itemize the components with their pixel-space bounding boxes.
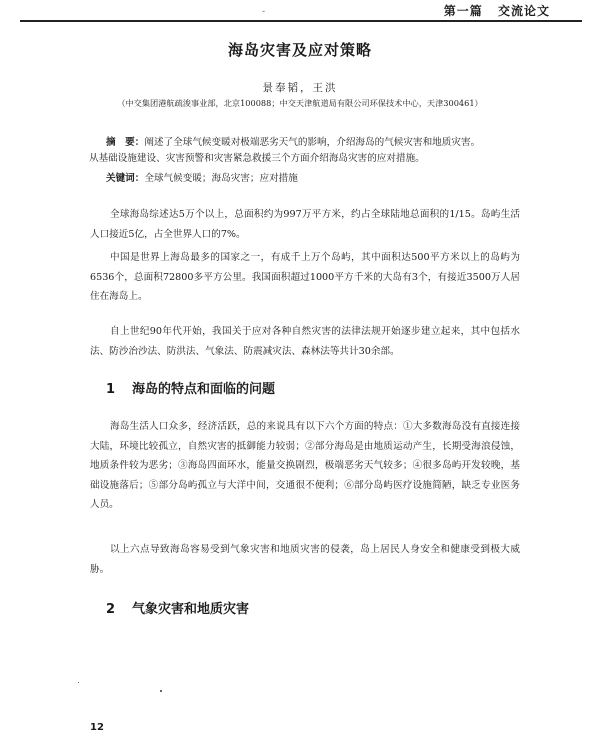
paragraph-5 <box>90 540 520 579</box>
abstract-text-2: 从基础设施建设、灾害预警和灾害紧急救援三个方面介绍海岛灾害的应对措施。 <box>89 153 425 164</box>
keywords-label: 关键词： <box>106 173 145 184</box>
section-1-number: 1 <box>106 382 116 397</box>
abstract-text-1: 阐述了全球气候变暖对极端恶劣天气的影响，介绍海岛的气候灾害和地质灾害。 <box>144 137 481 148</box>
section-2-heading <box>106 598 249 617</box>
keywords-text: 全球气候变暖；海岛灾害；应对措施 <box>144 173 298 184</box>
section-1-title: 海岛的特点和面临的问题 <box>132 382 276 397</box>
paragraph-3 <box>90 322 520 361</box>
paragraph-3-text: 自上世纪90年代开始，我国关于应对各种自然灾害的法律法规开始逐步建立起来，其中包括水法、防沙治沙法、防洪法、气象法、防震减灾法、森林法等共计30余部。 <box>90 326 520 357</box>
keywords <box>106 170 298 184</box>
scan-speck <box>160 690 162 692</box>
paragraph-2 <box>90 248 520 307</box>
paragraph-2-text: 中国是世界上海岛最多的国家之一，有成千上万个岛屿，其中面积达500平方米以上的岛屿为6536个，总面积72800多平方公里。我国面积超过1000平方千米的大岛有3个，有接近3500万人居住在海岛上。 <box>90 252 520 302</box>
page-number: 12 <box>90 722 104 733</box>
paragraph-5-text: 以上六点导致海岛容易受到气象灾害和地质灾害的侵袭，岛上居民人身安全和健康受到极大威胁。 <box>90 544 520 575</box>
article-affiliation: （中交集团港航疏浚事业部，北京100088；中交天津航道局有限公司环保技术中心，天津300461） <box>117 98 483 108</box>
running-header <box>20 0 582 22</box>
paragraph-4 <box>90 417 520 515</box>
section-2-title: 气象灾害和地质灾害 <box>132 602 250 617</box>
header-section: 交流论文 <box>497 4 550 18</box>
header-chapter: 第一篇 <box>443 4 483 18</box>
article-authors: 景奉韬，王洪 <box>262 82 338 94</box>
scan-speck <box>78 682 79 683</box>
paragraph-1 <box>90 205 520 244</box>
header-mark: - <box>262 7 266 17</box>
section-2-number: 2 <box>106 602 116 617</box>
abstract <box>90 135 560 167</box>
article-title: 海岛灾害及应对策略 <box>227 41 372 59</box>
header-chapter-title <box>444 2 550 19</box>
paragraph-4-text: 海岛生活人口众多，经济活跃，总的来说具有以下六个方面的特点：①大多数海岛没有直接连接大陆，环境比较孤立，自然灾害的抵御能力较弱；②部分海岛是由地质运动产生，长期受海浪侵蚀，地质条件较为恶劣；③海岛四面环水，能量交换剧烈，极端恶劣天气较多；④很多岛屿开发较晚，基础设施落后；⑤部分岛屿孤立与大洋中间，交通很不便利；⑥部分岛屿医疗设施简陋，缺乏专业医务人员。 <box>90 421 520 510</box>
section-1-heading <box>106 378 275 397</box>
abstract-label: 摘 要： <box>106 137 145 148</box>
paragraph-1-text: 全球海岛综述达5万个以上，总面积约为997万平方米，约占全球陆地总面积的1/15。岛屿生活人口接近5亿，占全世界人口的7%。 <box>90 209 520 240</box>
